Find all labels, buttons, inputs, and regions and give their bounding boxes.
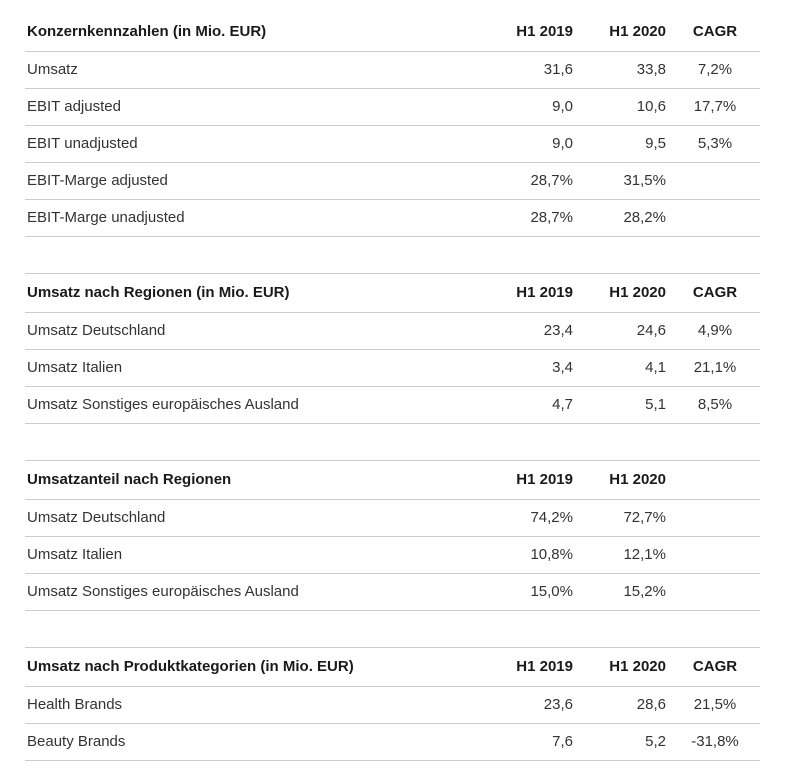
value-h1-2020: 10,6 bbox=[573, 89, 666, 126]
value-h1-2020: 24,6 bbox=[573, 313, 666, 350]
table-title: Umsatz nach Regionen (in Mio. EUR) bbox=[25, 274, 445, 313]
value-h1-2019: 4,7 bbox=[445, 387, 573, 424]
value-h1-2019: 31,6 bbox=[445, 52, 573, 89]
column-header-h1-2020: H1 2020 bbox=[573, 13, 666, 52]
value-h1-2020: 5,1 bbox=[573, 387, 666, 424]
value-h1-2020: 28,6 bbox=[573, 687, 666, 724]
table-header-row bbox=[25, 648, 760, 687]
table-row bbox=[25, 313, 760, 350]
table-row bbox=[25, 163, 760, 200]
row-label: Health Brands bbox=[25, 687, 445, 724]
value-h1-2019: 28,7% bbox=[445, 200, 573, 237]
table-row bbox=[25, 574, 760, 611]
column-header-cagr: CAGR bbox=[666, 13, 760, 52]
column-header-h1-2020: H1 2020 bbox=[573, 274, 666, 313]
table-umsatz-nach-regionen bbox=[25, 273, 760, 424]
value-cagr bbox=[666, 200, 760, 237]
value-h1-2019: 74,2% bbox=[445, 500, 573, 537]
column-header-h1-2020: H1 2020 bbox=[573, 648, 666, 687]
table-title: Umsatzanteil nach Regionen bbox=[25, 461, 445, 500]
value-h1-2020: 33,8 bbox=[573, 52, 666, 89]
row-label: EBIT unadjusted bbox=[25, 126, 445, 163]
value-h1-2020: 28,2% bbox=[573, 200, 666, 237]
value-h1-2019: 23,6 bbox=[445, 687, 573, 724]
row-label: Umsatz Deutschland bbox=[25, 313, 445, 350]
table-umsatz-nach-produktkategorien bbox=[25, 647, 760, 761]
empty-header-cell bbox=[666, 461, 760, 500]
table-row bbox=[25, 500, 760, 537]
column-header-h1-2019: H1 2019 bbox=[445, 648, 573, 687]
table-konzernkennzahlen bbox=[25, 13, 760, 237]
value-h1-2020: 15,2% bbox=[573, 574, 666, 611]
value-h1-2020: 12,1% bbox=[573, 537, 666, 574]
value-h1-2019: 15,0% bbox=[445, 574, 573, 611]
row-label: Umsatz Italien bbox=[25, 537, 445, 574]
value-cagr: 8,5% bbox=[666, 387, 760, 424]
value-h1-2020: 9,5 bbox=[573, 126, 666, 163]
table-title: Umsatz nach Produktkategorien (in Mio. EUR) bbox=[25, 648, 445, 687]
table-row bbox=[25, 126, 760, 163]
value-cagr: -31,8% bbox=[666, 724, 760, 761]
value-h1-2019: 28,7% bbox=[445, 163, 573, 200]
value-h1-2020: 31,5% bbox=[573, 163, 666, 200]
column-header-h1-2019: H1 2019 bbox=[445, 461, 573, 500]
value-cagr: 5,3% bbox=[666, 126, 760, 163]
row-label: Umsatz Sonstiges europäisches Ausland bbox=[25, 574, 445, 611]
empty-cell bbox=[666, 574, 760, 611]
table-row bbox=[25, 89, 760, 126]
table-row bbox=[25, 687, 760, 724]
empty-cell bbox=[666, 537, 760, 574]
row-label: EBIT-Marge adjusted bbox=[25, 163, 445, 200]
value-cagr: 21,5% bbox=[666, 687, 760, 724]
table-row bbox=[25, 350, 760, 387]
row-label: Umsatz bbox=[25, 52, 445, 89]
table-row bbox=[25, 387, 760, 424]
value-cagr: 17,7% bbox=[666, 89, 760, 126]
value-cagr bbox=[666, 163, 760, 200]
table-row bbox=[25, 200, 760, 237]
row-label: Umsatz Deutschland bbox=[25, 500, 445, 537]
table-row bbox=[25, 52, 760, 89]
table-row bbox=[25, 537, 760, 574]
table-umsatzanteil-nach-regionen bbox=[25, 460, 760, 611]
column-header-cagr: CAGR bbox=[666, 648, 760, 687]
row-label: Umsatz Italien bbox=[25, 350, 445, 387]
table-header-row bbox=[25, 274, 760, 313]
value-h1-2019: 7,6 bbox=[445, 724, 573, 761]
value-h1-2019: 23,4 bbox=[445, 313, 573, 350]
table-header-row bbox=[25, 461, 760, 500]
value-h1-2020: 5,2 bbox=[573, 724, 666, 761]
table-row bbox=[25, 724, 760, 761]
column-header-h1-2019: H1 2019 bbox=[445, 13, 573, 52]
value-h1-2020: 4,1 bbox=[573, 350, 666, 387]
row-label: EBIT adjusted bbox=[25, 89, 445, 126]
value-h1-2019: 9,0 bbox=[445, 126, 573, 163]
table-header-row bbox=[25, 13, 760, 52]
column-header-cagr: CAGR bbox=[666, 274, 760, 313]
value-h1-2019: 3,4 bbox=[445, 350, 573, 387]
value-cagr: 7,2% bbox=[666, 52, 760, 89]
column-header-h1-2019: H1 2019 bbox=[445, 274, 573, 313]
value-h1-2019: 10,8% bbox=[445, 537, 573, 574]
value-cagr: 4,9% bbox=[666, 313, 760, 350]
row-label: Beauty Brands bbox=[25, 724, 445, 761]
row-label: Umsatz Sonstiges europäisches Ausland bbox=[25, 387, 445, 424]
row-label: EBIT-Marge unadjusted bbox=[25, 200, 445, 237]
value-h1-2020: 72,7% bbox=[573, 500, 666, 537]
value-cagr: 21,1% bbox=[666, 350, 760, 387]
table-title: Konzernkennzahlen (in Mio. EUR) bbox=[25, 13, 445, 52]
empty-cell bbox=[666, 500, 760, 537]
column-header-h1-2020: H1 2020 bbox=[573, 461, 666, 500]
value-h1-2019: 9,0 bbox=[445, 89, 573, 126]
